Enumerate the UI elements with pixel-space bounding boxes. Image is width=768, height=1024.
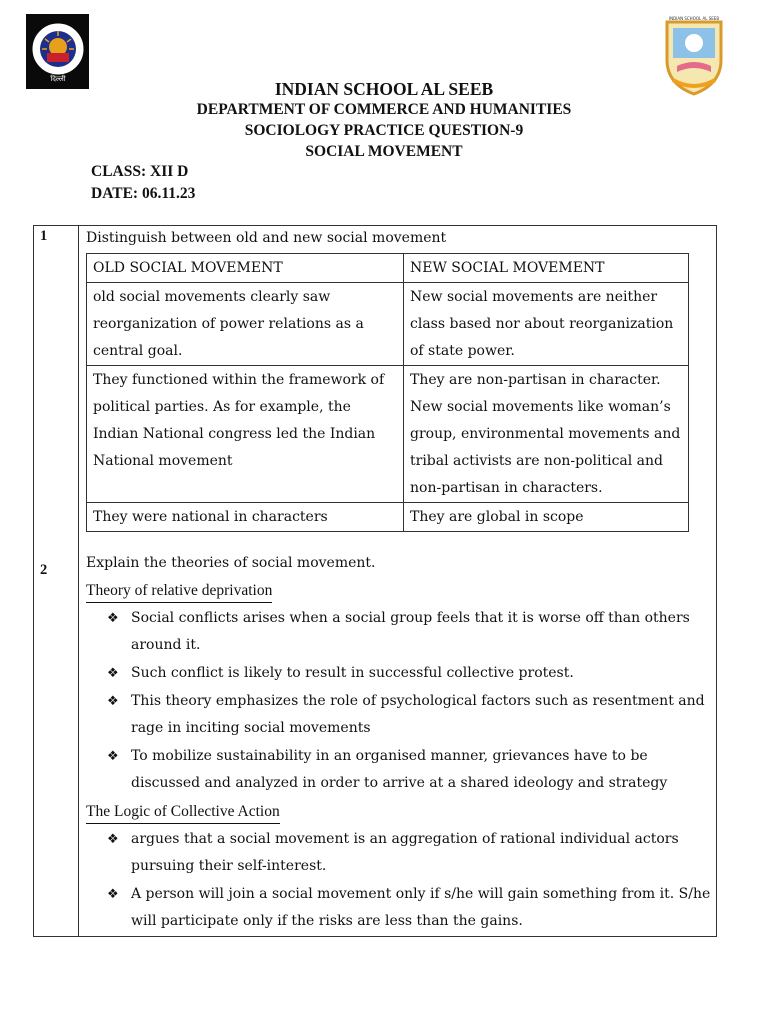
- table-cell: old social movements clearly saw reorganization of power relations as a central goal.: [87, 283, 404, 366]
- department-name: DEPARTMENT OF COMMERCE AND HUMANITIES: [196, 101, 572, 118]
- list-item-text: argues that a social movement is an aggregation of rational individual actors pursuing their self-interest.: [131, 831, 679, 874]
- board-logo: [26, 14, 89, 89]
- date-label: DATE: 06.11.23: [91, 185, 196, 202]
- table-cell: New social movements are neither class based nor about reorganization of state power.: [404, 283, 689, 366]
- school-name: INDIAN SCHOOL AL SEEB: [274, 79, 494, 99]
- logo-caption: दिल्ली: [49, 74, 66, 83]
- table-cell: They are global in scope: [404, 503, 689, 532]
- table-cell: They are non-partisan in character. New social movements like woman’s group, environmental movements and tribal activists are non-political and non-partisan in characters.: [404, 366, 689, 503]
- list-item-text: Social conflicts arises when a social group feels that it is worse off than others around it.: [131, 610, 690, 653]
- theory-title: Theory of relative deprivation: [86, 582, 272, 603]
- worksheet-title: SOCIOLOGY PRACTICE QUESTION-9: [244, 122, 524, 139]
- list-item-text: This theory emphasizes the role of psychological factors such as resentment and rage in inciting social movements: [131, 693, 705, 736]
- table-row: [87, 366, 689, 503]
- table-row: [87, 503, 689, 532]
- theory-heading: [86, 803, 280, 821]
- table-header: OLD SOCIAL MOVEMENT: [87, 254, 404, 283]
- list-item-text: To mobilize sustainability in an organised manner, grievances have to be discussed and analyzed in order to arrive at a shared ideology and strategy: [131, 748, 668, 791]
- table-header: NEW SOCIAL MOVEMENT: [404, 254, 689, 283]
- question-2-text: Explain the theories of social movement.: [86, 555, 376, 571]
- question-number-2: 2: [40, 562, 48, 578]
- crest-caption: INDIAN SCHOOL AL SEEB: [668, 16, 720, 21]
- question-number-1: 1: [40, 228, 48, 244]
- table-cell: They functioned within the framework of political parties. As for example, the Indian National congress led the Indian National movement: [87, 366, 404, 503]
- diamond-bullet-icon: ❖: [107, 694, 119, 709]
- question-1-text: Distinguish between old and new social movement: [86, 230, 447, 246]
- diamond-bullet-icon: ❖: [107, 887, 119, 902]
- theory-heading: [86, 582, 272, 600]
- diamond-bullet-icon: ❖: [107, 749, 119, 764]
- diamond-bullet-icon: ❖: [107, 832, 119, 847]
- comparison-table: [86, 253, 689, 532]
- diamond-bullet-icon: ❖: [107, 611, 119, 626]
- table-header-row: [87, 254, 689, 283]
- table-row: [87, 283, 689, 366]
- topic-title: SOCIAL MOVEMENT: [305, 143, 463, 160]
- list-item-text: A person will join a social movement only if s/he will gain something from it. S/he will participate only if the risks are less than the gains.: [131, 886, 711, 929]
- table-cell: They were national in characters: [87, 503, 404, 532]
- diamond-bullet-icon: ❖: [107, 666, 119, 681]
- list-item-text: Such conflict is likely to result in successful collective protest.: [131, 665, 574, 681]
- theory-title: The Logic of Collective Action: [86, 803, 280, 824]
- number-column-divider: [78, 225, 79, 937]
- class-label: CLASS: XII D: [91, 163, 189, 180]
